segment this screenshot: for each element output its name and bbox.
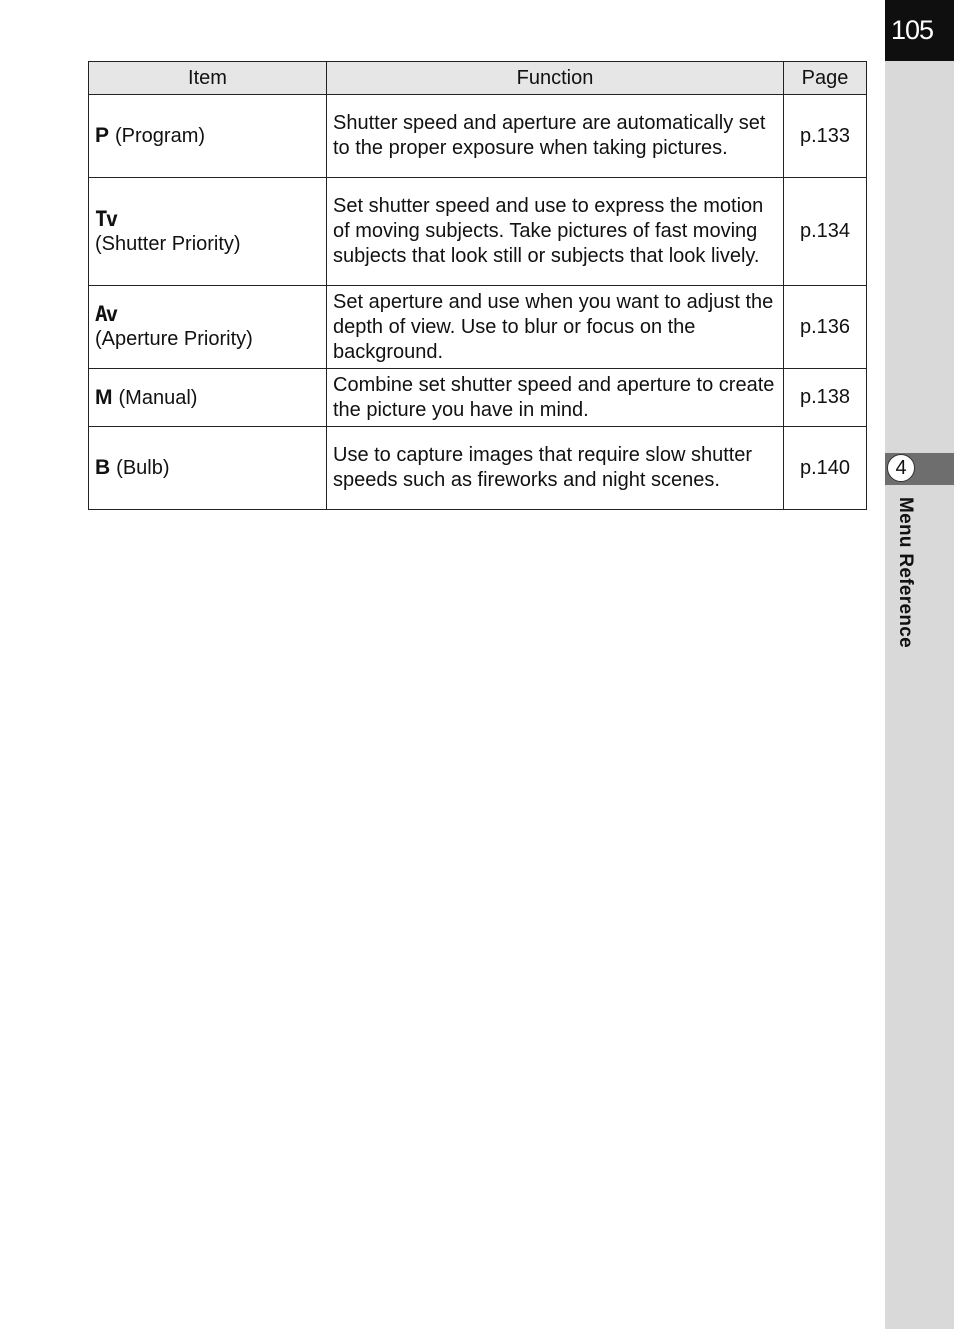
header-item: Item: [89, 62, 327, 95]
header-function: Function: [327, 62, 784, 95]
aperture-priority-mode-icon: Av: [95, 302, 117, 326]
item-label: (Bulb): [116, 457, 170, 479]
page-reference: p.138: [784, 369, 867, 427]
table-row: [89, 95, 867, 178]
item-cell: [89, 427, 327, 510]
side-strip: [885, 0, 954, 1329]
page-reference: p.133: [784, 95, 867, 178]
page-number: 105: [885, 0, 954, 61]
page-reference: p.140: [784, 427, 867, 510]
chapter-number: 4: [887, 454, 915, 482]
table-header-row: [89, 62, 867, 95]
function-cell: Combine set shutter speed and aperture to create the picture you have in mind.: [327, 369, 784, 427]
table-row: [89, 178, 867, 286]
table-row: [89, 286, 867, 369]
item-cell: [89, 369, 327, 427]
function-cell: Set shutter speed and use to express the motion of moving subjects. Take pictures of fast moving subjects that look still or subjects that look lively.: [327, 178, 784, 286]
item-label: (Manual): [118, 386, 198, 409]
table-row: [89, 427, 867, 510]
function-cell: Use to capture images that require slow shutter speeds such as fireworks and night scenes.: [327, 427, 784, 510]
mode-reference-table: [88, 61, 867, 510]
bulb-mode-icon: B: [95, 456, 111, 479]
item-label: (Shutter Priority): [95, 232, 241, 255]
header-page: Page: [784, 62, 867, 95]
item-label: (Aperture Priority): [95, 328, 253, 350]
page-reference: p.136: [784, 286, 867, 369]
page-reference: p.134: [784, 178, 867, 286]
table-row: [89, 369, 867, 427]
item-cell: [89, 95, 327, 178]
item-cell: [89, 178, 327, 286]
manual-mode-icon: M: [95, 385, 113, 409]
item-label: (Program): [115, 125, 206, 147]
function-cell: Set aperture and use when you want to adjust the depth of view. Use to blur or focus on the background.: [327, 286, 784, 369]
program-mode-icon: P: [95, 124, 110, 147]
item-cell: [89, 286, 327, 369]
shutter-priority-mode-icon: Tv: [95, 206, 117, 231]
chapter-title: Menu Reference: [895, 497, 916, 648]
function-cell: Shutter speed and aperture are automatically set to the proper exposure when taking pictures.: [327, 95, 784, 178]
